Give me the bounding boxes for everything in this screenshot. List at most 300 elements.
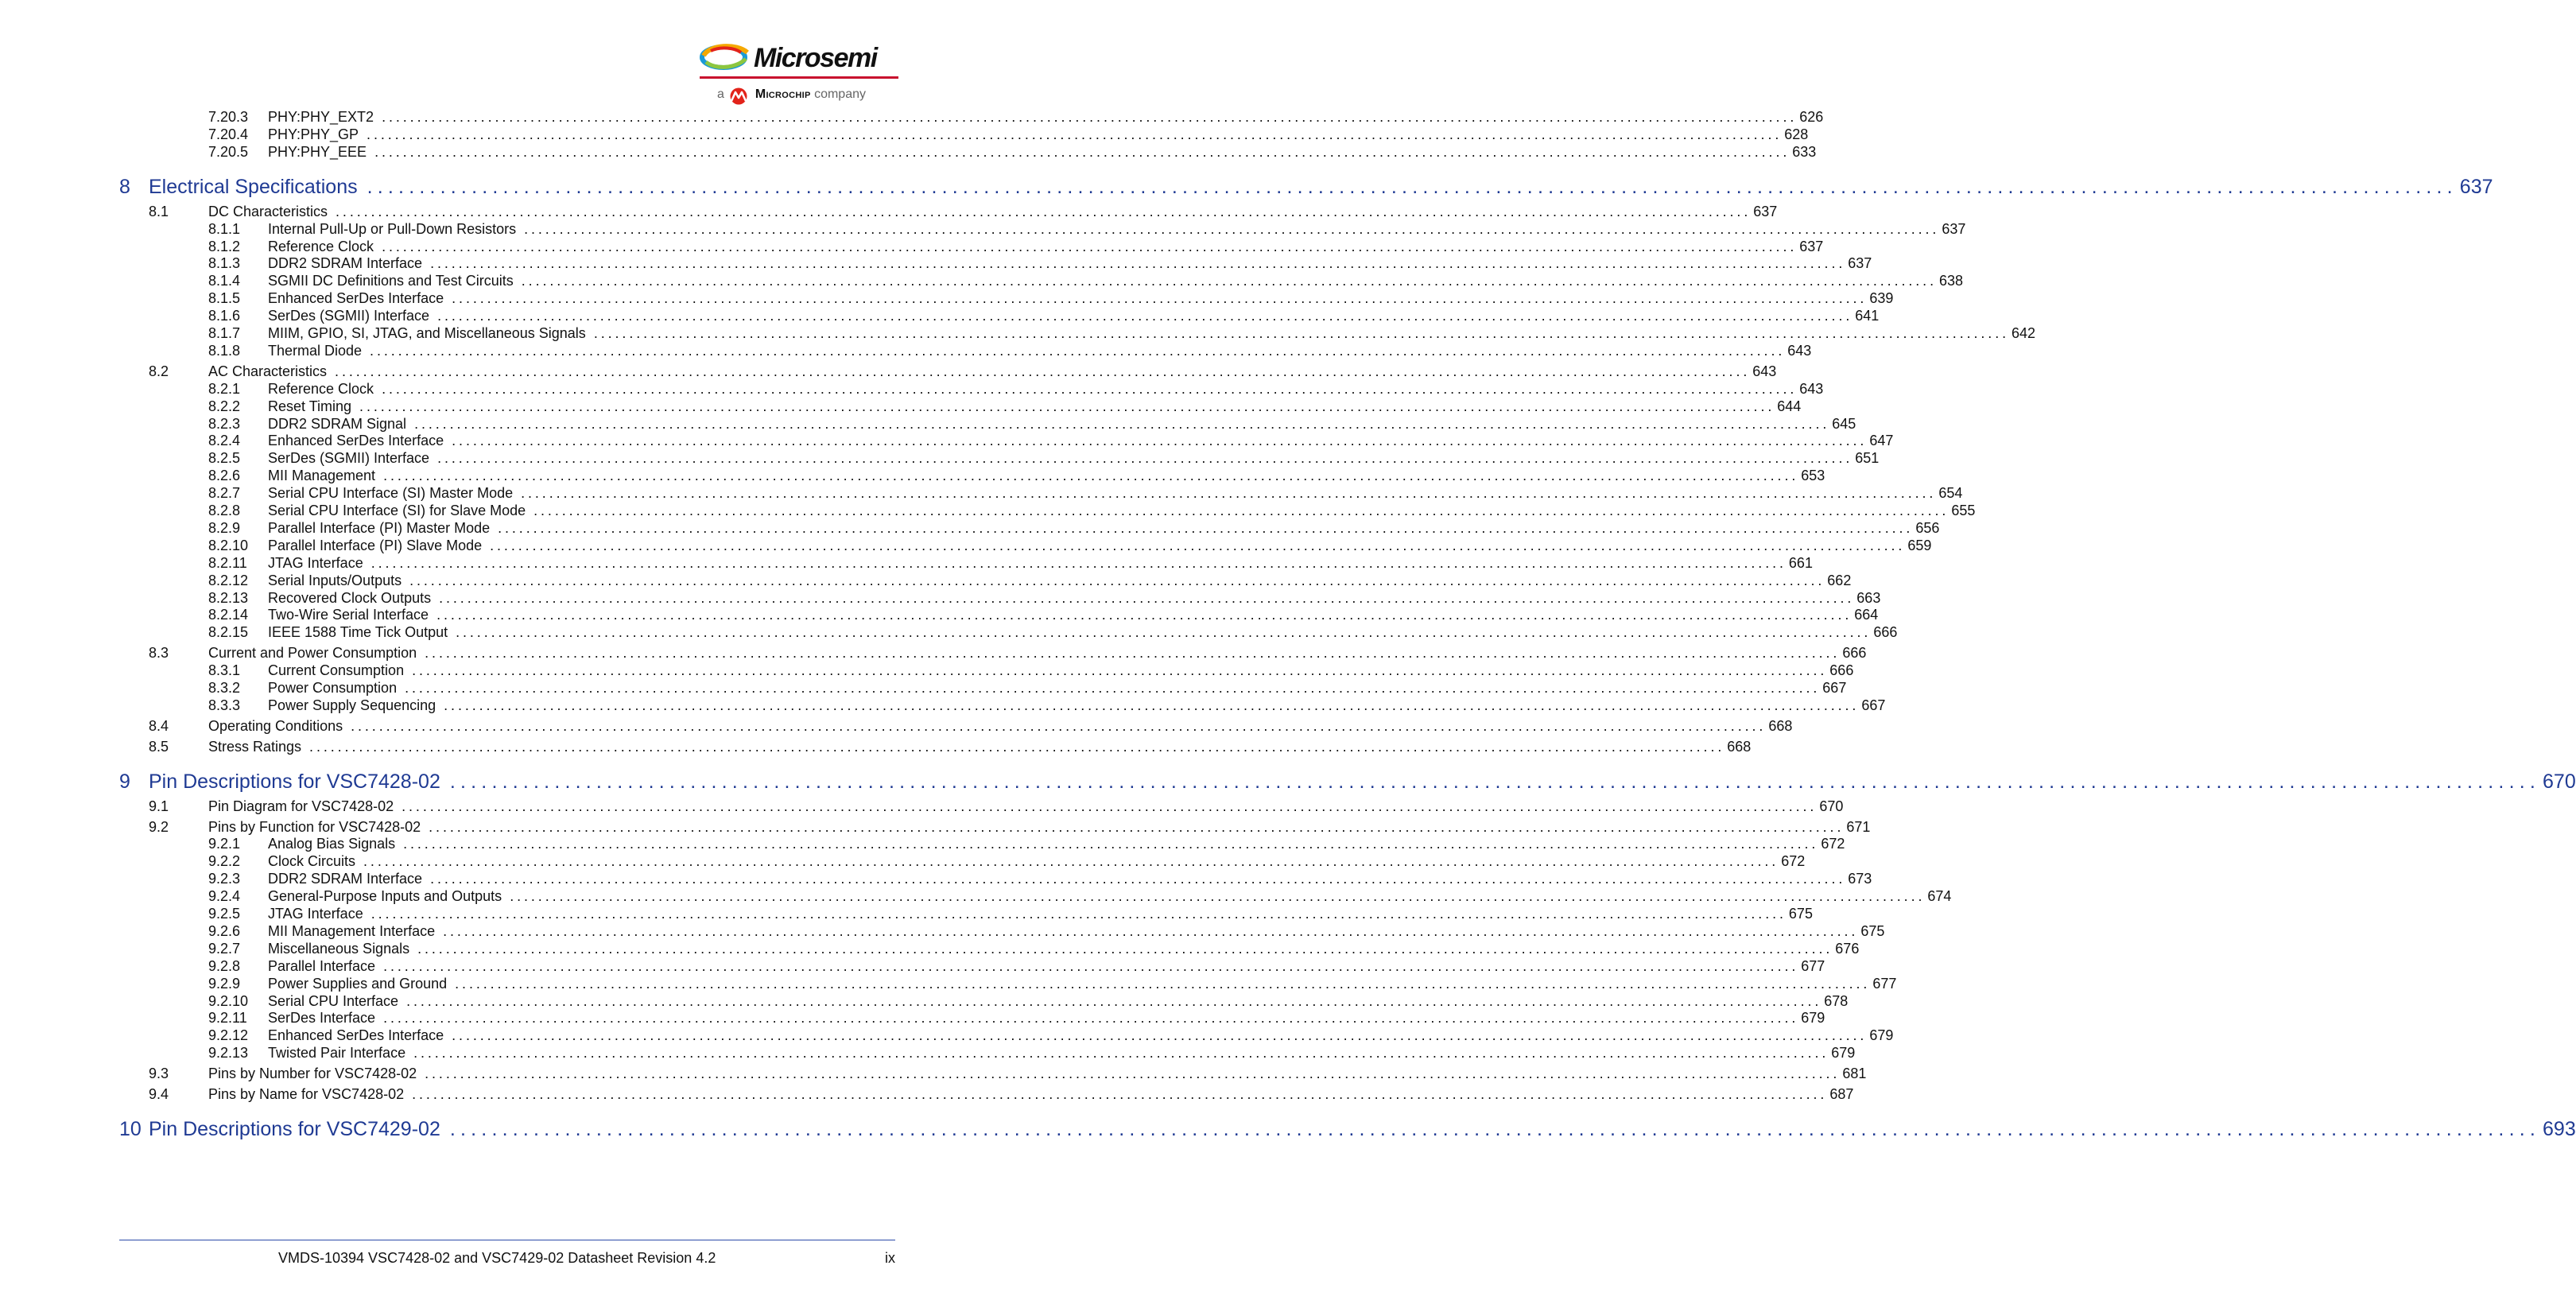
toc-entry-leader-line xyxy=(268,254,1872,273)
toc-entry-page[interactable]: 642 xyxy=(2012,325,2036,341)
toc-entry[interactable] xyxy=(0,398,1802,416)
toc-entry[interactable] xyxy=(0,554,1813,573)
toc-entry-title[interactable]: Parallel Interface (PI) Slave Mode xyxy=(268,537,483,553)
toc-dot-leader: ........................................................................................................................................................................................................ xyxy=(593,325,2010,341)
toc-entry-leader-line xyxy=(268,887,1952,906)
toc-dot-leader: ........................................................................................................................................................................................................ xyxy=(409,572,1825,588)
toc-entry[interactable] xyxy=(0,238,1824,256)
tagline-suffix: company xyxy=(814,87,866,101)
toc-entry-title[interactable]: Internal Pull-Up or Pull-Down Resistors xyxy=(268,220,517,237)
toc-entry[interactable] xyxy=(0,798,1844,816)
toc-entry-page[interactable]: 645 xyxy=(1832,415,1856,432)
toc-entry-title[interactable]: Two-Wire Serial Interface xyxy=(268,607,429,623)
toc-entry[interactable] xyxy=(0,1044,1856,1062)
toc-entry-number: 8.2.9 xyxy=(208,519,241,536)
toc-dot-leader: ........................................................................................................................................................................................................ xyxy=(402,798,1818,814)
toc-entry-leader-line xyxy=(268,957,1825,976)
toc-entry-number: 8.1.3 xyxy=(208,255,241,272)
toc-entry-title[interactable]: PHY:PHY_GP xyxy=(268,126,359,142)
toc-entry-number: 7.20.4 xyxy=(208,126,249,142)
toc-dot-leader: ........................................................................................................................................................................................................ xyxy=(414,415,1830,432)
toc-entry-page[interactable]: 644 xyxy=(1777,398,1802,414)
toc-entry-page[interactable]: 664 xyxy=(1854,607,1879,623)
toc-entry-leader-line xyxy=(268,572,1852,590)
toc-entry-title[interactable]: DC Characteristics xyxy=(208,203,328,219)
toc-entry-title[interactable]: Enhanced SerDes Interface xyxy=(268,290,444,307)
toc-dot-leader: ........................................................................................................................................................................................................ xyxy=(429,818,1845,835)
toc-dot-leader: ........................................................................................................................................................................................................ xyxy=(382,380,1798,397)
toc-entry-title[interactable]: PHY:PHY_EXT2 xyxy=(268,109,374,125)
toc-entry[interactable] xyxy=(0,220,1966,239)
toc-entry-title[interactable]: Electrical Specifications xyxy=(149,175,358,198)
toc-entry[interactable] xyxy=(0,697,1886,715)
toc-entry-title[interactable]: General-Purpose Inputs and Outputs xyxy=(268,888,502,905)
toc-entry[interactable] xyxy=(0,975,1897,993)
toc-entry-page[interactable]: 676 xyxy=(1835,940,1860,957)
toc-entry-leader-line xyxy=(208,818,1871,836)
toc-entry[interactable] xyxy=(0,108,1824,126)
toc-entry[interactable] xyxy=(0,449,1880,468)
toc-entry-leader-line xyxy=(149,1117,2576,1141)
toc-entry[interactable] xyxy=(0,126,1809,144)
toc-entry-title[interactable]: SerDes (SGMII) Interface xyxy=(268,450,430,467)
toc-entry-title[interactable]: Power Consumption xyxy=(268,680,398,696)
toc-entry-page[interactable]: 661 xyxy=(1788,554,1813,571)
toc-entry-leader-line xyxy=(208,363,1777,381)
toc-entry-number: 8.2.3 xyxy=(208,415,241,432)
toc-entry-title[interactable]: Pin Descriptions for VSC7428-02 xyxy=(149,770,440,793)
toc-entry-page[interactable]: 693 xyxy=(2543,1117,2576,1140)
toc-entry[interactable] xyxy=(0,606,1879,624)
toc-entry[interactable] xyxy=(0,940,1860,958)
toc-entry-leader-line xyxy=(268,289,1894,308)
toc-entry-number: 8.2.2 xyxy=(208,398,241,414)
toc-entry-title[interactable]: MII Management Interface xyxy=(268,922,436,939)
toc-entry-leader-line xyxy=(268,606,1879,624)
toc-entry-page[interactable]: 643 xyxy=(1799,380,1824,397)
toc-entry-title[interactable]: DDR2 SDRAM Interface xyxy=(268,255,423,272)
toc-entry-title[interactable]: MII Management xyxy=(268,468,376,484)
toc-entry-page[interactable]: 672 xyxy=(1821,836,1845,852)
toc-entry-page[interactable]: 666 xyxy=(1873,624,1898,641)
toc-dot-leader: ........................................................................................................................................................................................................ xyxy=(439,589,1855,606)
toc-entry-title[interactable]: Recovered Clock Outputs xyxy=(268,589,432,606)
toc-entry[interactable] xyxy=(0,852,1806,871)
toc-entry-leader-line xyxy=(268,623,1898,642)
toc-entry-leader-line xyxy=(208,1085,1854,1104)
toc-entry[interactable] xyxy=(0,467,1825,485)
toc-entry-title[interactable]: SGMII DC Definitions and Test Circuits xyxy=(268,273,514,289)
toc-entry[interactable] xyxy=(0,289,1894,308)
toc-entry-title[interactable]: PHY:PHY_EEE xyxy=(268,143,367,160)
toc-dot-leader: ........................................................................................................................................................................................................ xyxy=(443,922,1859,939)
toc-entry-title[interactable]: Pins by Number for VSC7428-02 xyxy=(208,1066,417,1082)
toc-entry-number: 7.20.5 xyxy=(208,143,249,160)
toc-dot-leader: ........................................................................................................................................................................................................ xyxy=(521,485,1937,502)
toc-entry-title[interactable]: DDR2 SDRAM Interface xyxy=(268,871,423,887)
toc-dot-leader: ........................................................................................................................................................................................................ xyxy=(524,220,1940,237)
toc-dot-leader: ........................................................................................................................................................................................................ xyxy=(374,143,1790,160)
toc-dot-leader: ........................................................................................................................................................................................................ xyxy=(351,717,1767,734)
toc-dot-leader: ........................................................................................................................................................................................................ xyxy=(336,203,1752,219)
toc-dot-leader: ........................................................................................................................................................................................................ xyxy=(382,109,1798,125)
toc-entry[interactable] xyxy=(0,717,1793,736)
toc-entry-title[interactable]: Pins by Function for VSC7428-02 xyxy=(208,818,421,835)
toc-entry-page[interactable]: 626 xyxy=(1799,109,1824,125)
toc-dot-leader: ........................................................................................................................................................................................................ xyxy=(417,940,1833,957)
toc-entry-title[interactable]: Stress Ratings xyxy=(208,738,302,755)
toc-entry-page[interactable]: 675 xyxy=(1860,922,1885,939)
toc-entry-title[interactable]: DDR2 SDRAM Signal xyxy=(268,415,407,432)
toc-entry-leader-line xyxy=(208,717,1793,736)
toc-entry-number: 8.1.5 xyxy=(208,290,241,307)
toc-entry-number: 7.20.3 xyxy=(208,109,249,125)
toc-entry-number: 8.1.7 xyxy=(208,325,241,341)
toc-entry-page[interactable]: 663 xyxy=(1856,589,1881,606)
toc-entry-leader-line xyxy=(268,940,1860,958)
toc-entry-page[interactable]: 671 xyxy=(1846,818,1871,835)
toc-entry-leader-line xyxy=(208,644,1867,662)
toc-entry-number: 8.4 xyxy=(149,717,169,734)
toc-entry-leader-line xyxy=(268,108,1824,126)
toc-entry-page[interactable]: 666 xyxy=(1842,645,1867,662)
toc-entry-leader-line xyxy=(208,738,1752,756)
toc-entry-title[interactable]: Clock Circuits xyxy=(268,853,356,870)
toc-entry-page[interactable]: 670 xyxy=(2543,770,2576,793)
toc-entry-title[interactable]: Serial Inputs/Outputs xyxy=(268,572,402,588)
toc-dot-leader: ........................................................................................................................................................................................................ xyxy=(425,1066,1841,1082)
toc-dot-leader: ........................................................................................................................................................................................................ xyxy=(444,697,1860,713)
toc-entry-title[interactable]: Parallel Interface (PI) Master Mode xyxy=(268,519,491,536)
toc-entry-page[interactable]: 666 xyxy=(1829,662,1854,679)
toc-entry[interactable] xyxy=(0,1117,2576,1141)
toc-entry[interactable] xyxy=(0,342,1812,360)
toc-entry-title[interactable]: Serial CPU Interface xyxy=(268,992,399,1009)
toc-entry-page[interactable]: 679 xyxy=(1869,1027,1894,1044)
toc-entry-leader-line xyxy=(208,798,1844,816)
toc-entry-number: 8.2.13 xyxy=(208,589,249,606)
toc-entry-page[interactable]: 654 xyxy=(1938,485,1963,502)
toc-entry[interactable] xyxy=(0,203,1778,221)
toc-entry-page[interactable]: 659 xyxy=(1907,537,1932,553)
toc-entry[interactable] xyxy=(0,432,1894,450)
toc-entry[interactable] xyxy=(0,870,1872,888)
toc-entry-number: 9.2.10 xyxy=(208,992,249,1009)
toc-dot-leader: ........................................................................................................................................................................................................ xyxy=(367,175,2458,198)
toc-entry-title[interactable]: Reference Clock xyxy=(268,238,374,254)
toc-dot-leader: ........................................................................................................................................................................................................ xyxy=(437,308,1853,324)
toc-entry-number: 10 xyxy=(119,1117,142,1140)
toc-entry-number: 9.3 xyxy=(149,1066,169,1082)
toc-entry[interactable] xyxy=(0,572,1852,590)
toc-entry-page[interactable]: 656 xyxy=(1915,519,1940,536)
toc-dot-leader: ........................................................................................................................................................................................................ xyxy=(405,680,1821,696)
toc-entry[interactable] xyxy=(0,175,2493,199)
toc-entry-page[interactable]: 637 xyxy=(1848,255,1872,272)
toc-entry-page[interactable]: 687 xyxy=(1829,1086,1854,1102)
toc-entry-page[interactable]: 643 xyxy=(1787,342,1812,359)
toc-entry-leader-line xyxy=(268,975,1897,993)
toc-entry-page[interactable]: 675 xyxy=(1788,906,1813,922)
toc-dot-leader: ........................................................................................................................................................................................................ xyxy=(498,519,1914,536)
toc-entry[interactable] xyxy=(0,272,1964,290)
toc-entry-number: 9.2.9 xyxy=(208,975,241,992)
toc-dot-leader: ........................................................................................................................................................................................................ xyxy=(359,398,1775,414)
toc-entry-number: 8.1.6 xyxy=(208,308,241,324)
toc-entry-page[interactable]: 637 xyxy=(1799,238,1824,254)
toc-entry-title[interactable]: Power Supply Sequencing xyxy=(268,697,436,713)
toc-dot-leader: ........................................................................................................................................................................................................ xyxy=(510,888,1926,905)
toc-entry-leader-line xyxy=(268,589,1881,607)
toc-entry-leader-line xyxy=(268,432,1894,450)
tagline-brand: Microchip xyxy=(755,87,811,101)
toc-entry-title[interactable]: Current and Power Consumption xyxy=(208,645,417,662)
microchip-icon xyxy=(728,87,749,105)
toc-entry-leader-line xyxy=(268,1009,1825,1027)
toc-entry-number: 8.1.1 xyxy=(208,220,241,237)
toc-entry-leader-line xyxy=(149,770,2576,794)
toc-entry-title[interactable]: Power Supplies and Ground xyxy=(268,975,448,992)
toc-entry-page[interactable]: 639 xyxy=(1869,290,1894,307)
toc-entry[interactable] xyxy=(0,415,1856,433)
toc-entry-page[interactable]: 643 xyxy=(1752,363,1777,379)
toc-entry-number: 9.1 xyxy=(149,798,169,814)
toc-entry-page[interactable]: 662 xyxy=(1827,572,1852,588)
toc-dot-leader: ........................................................................................................................................................................................................ xyxy=(406,992,1822,1009)
toc-entry-number: 8.1.8 xyxy=(208,342,241,359)
toc-dot-leader: ........................................................................................................................................................................................................ xyxy=(425,645,1841,662)
toc-entry-title[interactable]: SerDes Interface xyxy=(268,1010,376,1027)
toc-entry-number: 8.5 xyxy=(149,738,169,755)
toc-entry-leader-line xyxy=(268,272,1964,290)
toc-dot-leader: ........................................................................................................................................................................................................ xyxy=(309,738,1725,755)
toc-entry-leader-line xyxy=(268,467,1825,485)
toc-entry-number: 8.2.4 xyxy=(208,433,241,449)
toc-entry-number: 8.2.12 xyxy=(208,572,249,588)
toc-entry[interactable] xyxy=(0,835,1845,853)
toc-entry-number: 8.2.11 xyxy=(208,554,247,571)
toc-entry[interactable] xyxy=(0,887,1952,906)
toc-entry-leader-line xyxy=(268,380,1824,398)
toc-entry-number: 9.2.4 xyxy=(208,888,241,905)
toc-entry-leader-line xyxy=(268,1044,1856,1062)
toc-dot-leader: ........................................................................................................................................................................................................ xyxy=(430,255,1846,272)
toc-entry-leader-line xyxy=(268,922,1885,941)
toc-entry[interactable] xyxy=(0,957,1825,976)
toc-entry-number: 8.3.1 xyxy=(208,662,241,679)
toc-entry[interactable] xyxy=(0,992,1849,1011)
toc-entry-page[interactable]: 667 xyxy=(1861,697,1886,713)
toc-entry-page[interactable]: 628 xyxy=(1784,126,1809,142)
toc-entry[interactable] xyxy=(0,679,1847,697)
toc-entry-number: 8.1.2 xyxy=(208,238,241,254)
toc-dot-leader: ........................................................................................................................................................................................................ xyxy=(335,363,1751,379)
toc-entry-leader-line xyxy=(268,554,1813,573)
toc-entry[interactable] xyxy=(0,324,2036,343)
toc-entry[interactable] xyxy=(0,1065,1867,1083)
toc-entry-number: 9.2.6 xyxy=(208,922,241,939)
toc-entry-title[interactable]: Thermal Diode xyxy=(268,342,363,359)
toc-entry-leader-line xyxy=(268,126,1809,144)
toc-entry-title[interactable]: Analog Bias Signals xyxy=(268,836,396,852)
toc-entry-page[interactable]: 670 xyxy=(1819,798,1844,814)
toc-entry-leader-line xyxy=(208,1065,1867,1083)
toc-entry-page[interactable]: 637 xyxy=(1942,220,1966,237)
toc-dot-leader: ........................................................................................................................................................................................................ xyxy=(455,975,1871,992)
toc-entry-number: 8.3.2 xyxy=(208,680,241,696)
toc-entry[interactable] xyxy=(0,922,1885,941)
toc-entry-page[interactable]: 677 xyxy=(1872,975,1897,992)
toc-entry-number: 9.2.1 xyxy=(208,836,241,852)
toc-entry-title[interactable]: Pin Descriptions for VSC7429-02 xyxy=(149,1117,440,1140)
toc-entry-title[interactable]: Parallel Interface xyxy=(268,957,376,974)
toc-entry-page[interactable]: 633 xyxy=(1792,143,1817,160)
toc-entry-leader-line xyxy=(268,519,1940,538)
toc-entry[interactable] xyxy=(0,589,1881,607)
toc-entry-page[interactable]: 638 xyxy=(1938,273,1964,289)
toc-entry[interactable] xyxy=(0,143,1817,161)
toc-entry-title[interactable]: Enhanced SerDes Interface xyxy=(268,433,444,449)
toc-entry-title[interactable]: Pin Diagram for VSC7428-02 xyxy=(208,798,394,814)
toc-entry[interactable] xyxy=(0,644,1867,662)
toc-entry[interactable] xyxy=(0,537,1932,555)
toc-entry-title[interactable]: Reference Clock xyxy=(268,380,374,397)
toc-entry-title[interactable]: Current Consumption xyxy=(268,662,405,679)
toc-entry-title[interactable]: SerDes (SGMII) Interface xyxy=(268,308,430,324)
toc-entry[interactable] xyxy=(0,905,1813,923)
toc-entry-page[interactable]: 641 xyxy=(1855,308,1880,324)
toc-entry[interactable] xyxy=(0,738,1752,756)
toc-dot-leader: ........................................................................................................................................................................................................ xyxy=(521,273,1937,289)
tagline-prefix: a xyxy=(717,87,724,101)
toc-entry-leader-line xyxy=(268,449,1880,468)
toc-entry-title[interactable]: JTAG Interface xyxy=(268,906,363,922)
toc-entry-leader-line xyxy=(268,143,1817,161)
toc-dot-leader: ........................................................................................................................................................................................................ xyxy=(382,238,1798,254)
toc-entry-page[interactable]: 679 xyxy=(1801,1010,1825,1027)
toc-entry-page[interactable]: 678 xyxy=(1824,992,1849,1009)
toc-entry-title[interactable]: Reset Timing xyxy=(268,398,352,414)
toc-entry[interactable] xyxy=(0,502,1976,520)
toc-entry[interactable] xyxy=(0,1027,1894,1045)
toc-entry-page[interactable]: 668 xyxy=(1768,717,1793,734)
toc-entry[interactable] xyxy=(0,363,1777,381)
toc-entry-number: 9.2.3 xyxy=(208,871,241,887)
toc-entry-number: 9.2.2 xyxy=(208,853,241,870)
toc-dot-leader: ........................................................................................................................................................................................................ xyxy=(413,1045,1829,1062)
toc-entry[interactable] xyxy=(0,1085,1854,1104)
toc-entry-title[interactable]: Serial CPU Interface (SI) for Slave Mode xyxy=(268,503,526,518)
toc-entry-title[interactable]: Serial CPU Interface (SI) Master Mode xyxy=(268,485,514,502)
toc-entry-page[interactable]: 672 xyxy=(1781,853,1806,870)
toc-entry-page[interactable]: 677 xyxy=(1801,957,1825,974)
toc-entry[interactable] xyxy=(0,484,1963,503)
toc-entry-leader-line xyxy=(268,852,1806,871)
toc-entry[interactable] xyxy=(0,662,1854,680)
toc-entry-number: 8.1 xyxy=(149,203,169,219)
toc-entry[interactable] xyxy=(0,818,1871,836)
toc-dot-leader: ........................................................................................................................................................................................................ xyxy=(412,662,1828,679)
footer-document-title: VMDS-10394 VSC7428-02 and VSC7429-02 Datasheet Revision 4.2 xyxy=(278,1250,716,1266)
toc-entry-page[interactable]: 637 xyxy=(1753,203,1778,219)
toc-entry-number: 8 xyxy=(119,175,130,198)
toc-entry-page[interactable]: 679 xyxy=(1831,1045,1856,1062)
toc-entry-page[interactable]: 667 xyxy=(1822,680,1847,696)
toc-entry-number: 9.2.11 xyxy=(208,1010,247,1027)
toc-entry[interactable] xyxy=(0,254,1872,273)
toc-entry-page[interactable]: 655 xyxy=(1951,503,1976,518)
toc-entry-number: 9 xyxy=(119,770,130,793)
toc-entry-leader-line xyxy=(268,662,1854,680)
toc-entry-page[interactable]: 653 xyxy=(1801,468,1825,484)
microsemi-swirl-icon xyxy=(700,41,755,73)
toc-entry-number: 9.2.7 xyxy=(208,940,241,957)
toc-entry-page[interactable]: 673 xyxy=(1848,871,1872,887)
toc-entry-number: 9.2.5 xyxy=(208,906,241,922)
toc-entry-leader-line xyxy=(268,484,1963,503)
toc-dot-leader: ........................................................................................................................................................................................................ xyxy=(452,1027,1868,1044)
toc-entry-page[interactable]: 637 xyxy=(2459,175,2493,198)
toc-entry-number: 9.2.8 xyxy=(208,957,241,974)
toc-entry-number: 8.2.14 xyxy=(208,607,249,623)
toc-entry[interactable] xyxy=(0,380,1824,398)
toc-entry-title[interactable]: MIIM, GPIO, SI, JTAG, and Miscellaneous Signals xyxy=(268,325,586,341)
toc-entry-number: 8.1.4 xyxy=(208,273,241,289)
toc-entry[interactable] xyxy=(0,623,1898,642)
toc-dot-leader: ........................................................................................................................................................................................................ xyxy=(383,468,1799,484)
toc-entry-title[interactable]: Pins by Name for VSC7428-02 xyxy=(208,1086,405,1102)
toc-entry-page[interactable]: 651 xyxy=(1855,450,1880,467)
toc-entry-number: 9.2.12 xyxy=(208,1027,249,1044)
toc-entry-leader-line xyxy=(268,835,1845,853)
toc-entry[interactable] xyxy=(0,307,1880,325)
toc-dot-leader: ........................................................................................................................................................................................................ xyxy=(452,290,1868,307)
toc-entry-title[interactable]: JTAG Interface xyxy=(268,554,363,571)
toc-entry-title[interactable]: Operating Conditions xyxy=(208,717,343,734)
toc-entry-page[interactable]: 681 xyxy=(1842,1066,1867,1082)
toc-entry-leader-line xyxy=(268,307,1880,325)
toc-entry-page[interactable]: 647 xyxy=(1869,433,1894,449)
toc-entry-title[interactable]: AC Characteristics xyxy=(208,363,328,379)
toc-entry-page[interactable]: 668 xyxy=(1727,738,1752,755)
toc-entry-leader-line xyxy=(268,697,1886,715)
toc-entry[interactable] xyxy=(0,770,2576,794)
toc-entry-number: 8.2.1 xyxy=(208,380,241,397)
toc-entry-leader-line xyxy=(149,175,2493,199)
toc-entry-leader-line xyxy=(268,679,1847,697)
toc-entry-title[interactable]: Enhanced SerDes Interface xyxy=(268,1027,444,1044)
toc-entry-title[interactable]: IEEE 1588 Time Tick Output xyxy=(268,624,448,641)
toc-entry-leader-line xyxy=(268,220,1966,239)
toc-entry-number: 9.2 xyxy=(149,818,169,835)
toc-entry-title[interactable]: Twisted Pair Interface xyxy=(268,1045,406,1062)
toc-dot-leader: ........................................................................................................................................................................................................ xyxy=(383,957,1799,974)
toc-entry-title[interactable]: Miscellaneous Signals xyxy=(268,940,410,957)
toc-entry-number: 8.2.10 xyxy=(208,537,249,553)
toc-dot-leader: ........................................................................................................................................................................................................ xyxy=(430,871,1846,887)
toc-entry[interactable] xyxy=(0,1009,1825,1027)
toc-entry-number: 8.3 xyxy=(149,645,169,662)
toc-dot-leader: ........................................................................................................................................................................................................ xyxy=(370,554,1787,571)
toc-entry-leader-line xyxy=(268,537,1932,555)
toc-dot-leader: ........................................................................................................................................................................................................ xyxy=(449,1117,2541,1140)
toc-dot-leader: ........................................................................................................................................................................................................ xyxy=(370,342,1786,359)
toc-entry[interactable] xyxy=(0,519,1940,538)
toc-entry-page[interactable]: 674 xyxy=(1927,888,1952,905)
logo-rule xyxy=(700,76,898,79)
toc-entry-leader-line xyxy=(268,502,1976,520)
toc-dot-leader: ........................................................................................................................................................................................................ xyxy=(437,450,1853,467)
